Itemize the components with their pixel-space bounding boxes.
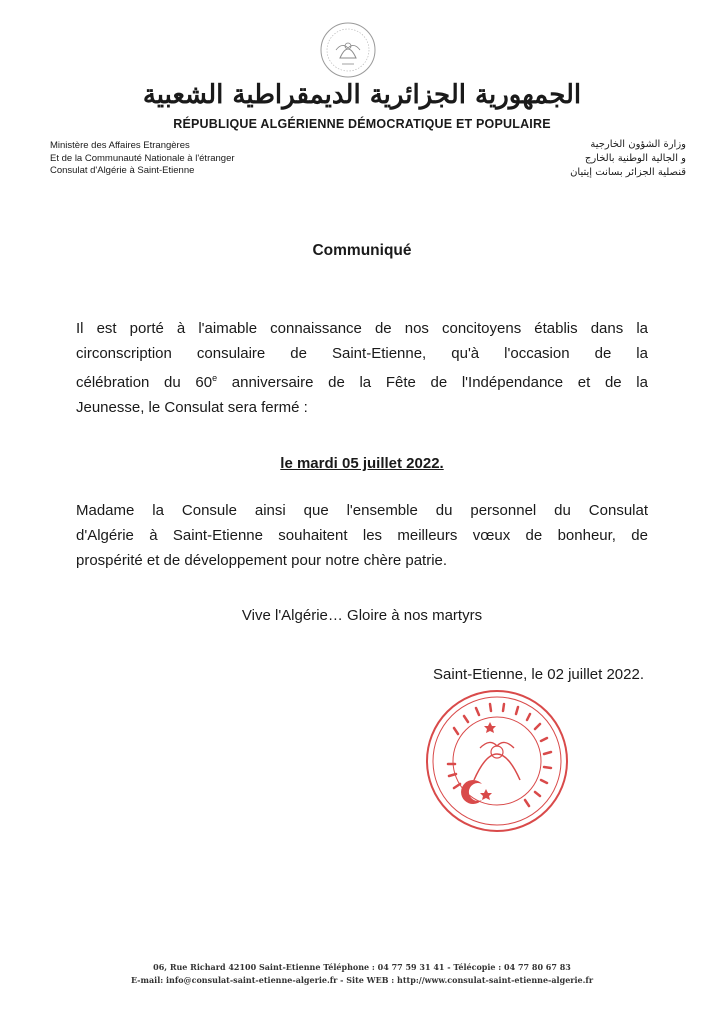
paragraph-line: prospérité et de développement pour notre chère patrie. (76, 552, 448, 569)
footer-web: E-mail: info@consulat-saint-etienne-algerie.fr - Site WEB : http://www.consulat-saint-etienne-algerie.fr (130, 975, 594, 985)
ministry-info-french (50, 140, 235, 178)
place-and-date: Saint-Etienne, le 02 juillet 2022. (433, 666, 644, 683)
communique-heading: Communiqué (312, 242, 412, 259)
community-line-arabic: و الجالية الوطنية بالخارج (584, 153, 686, 164)
ministry-line-arabic: وزارة الشؤون الخارجية (590, 139, 686, 150)
community-line: Et de la Communauté Nationale à l'étranger (50, 152, 235, 164)
ministry-info-arabic (570, 138, 686, 180)
paragraph-line: Madame la Consule ainsi que l'ensemble du personnel du Consulat (76, 502, 648, 519)
ministry-line: Ministère des Affaires Etrangères (50, 140, 190, 151)
french-republic-title: RÉPUBLIQUE ALGÉRIENNE DÉMOCRATIQUE ET POPULAIRE (173, 117, 551, 131)
national-emblem-icon (318, 20, 378, 80)
consulate-line: Consulat d'Algérie à Saint-Etienne (50, 165, 195, 176)
consulate-stamp-icon (424, 688, 570, 834)
paragraph-line: Il est porté à l'aimable connaissance de nos concitoyens établis dans la (76, 320, 648, 337)
closing-date: le mardi 05 juillet 2022. (280, 455, 444, 472)
ordinal-suffix: e (212, 373, 218, 383)
wishes-paragraph (76, 498, 648, 573)
footer-address: 06, Rue Richard 42100 Saint-Etienne Téléphone : 04 77 59 31 41 - Télécopie : 04 77 80 67 83 (153, 962, 571, 972)
paragraph-line (76, 366, 648, 395)
paragraph-line: Jeunesse, le Consulat sera fermé : (76, 399, 308, 416)
paragraph-line: d'Algérie à Saint-Etienne souhaitent les meilleurs vœux de bonheur, de (76, 527, 648, 544)
consulate-line-arabic: قنصلية الجزائر بسانت إيتيان (570, 167, 686, 178)
announcement-paragraph (76, 316, 648, 420)
paragraph-line: circonscription consulaire de Saint-Etienne, qu'à l'occasion de la (76, 345, 648, 362)
arabic-republic-title: الجمهورية الجزائرية الديمقراطية الشعبية (142, 80, 582, 110)
paragraph-text: anniversaire de la Fête de l'Indépendance et de la (217, 374, 648, 391)
paragraph-text: célébration du 60 (76, 374, 213, 391)
slogan-text: Vive l'Algérie… Gloire à nos martyrs (241, 607, 483, 624)
